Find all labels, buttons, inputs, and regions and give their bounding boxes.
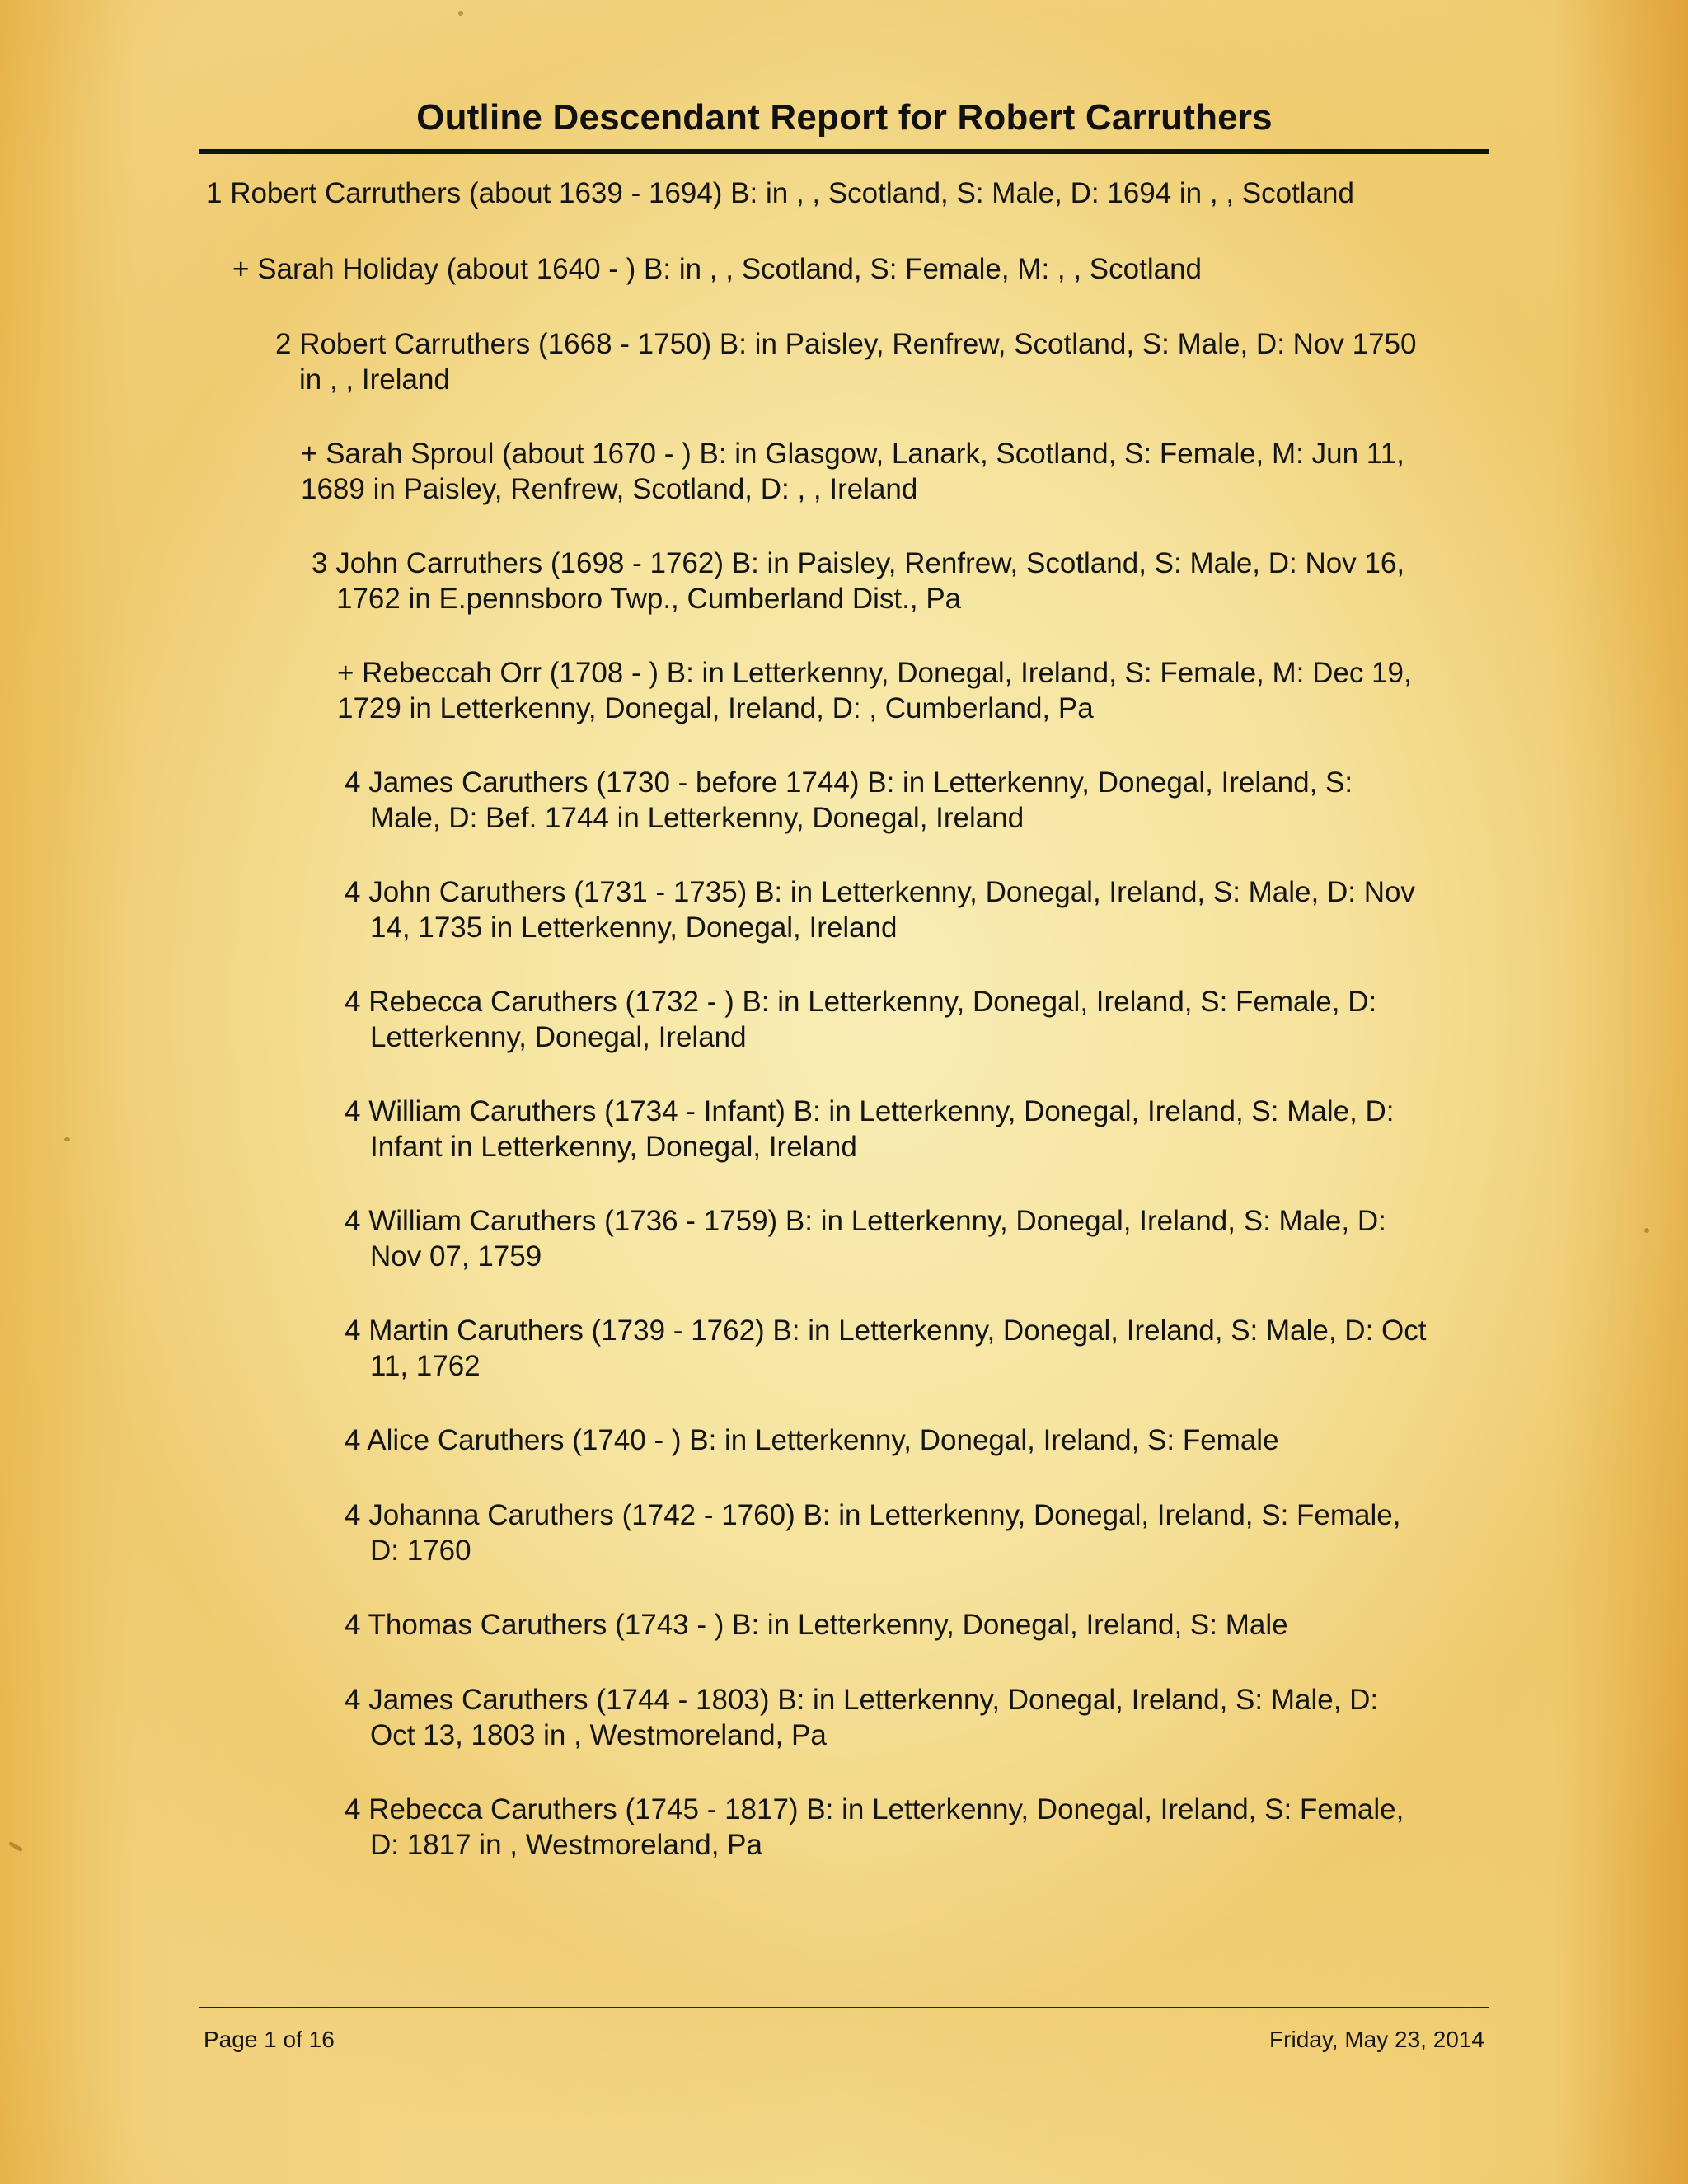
descendant-entry — [345, 1607, 1288, 1643]
entry-line-continued: Nov 07, 1759 — [370, 1240, 542, 1272]
entry-line: 4 John Caruthers (1731 - 1735) B: in Letterkenny, Donegal, Ireland, S: Male, D: Nov — [345, 876, 1415, 908]
title-divider — [199, 149, 1489, 154]
entry-line-continued: D: 1817 in , Westmoreland, Pa — [370, 1829, 762, 1861]
entry-line: 4 William Caruthers (1734 - Infant) B: in Letterkenny, Donegal, Ireland, S: Male, D: — [345, 1095, 1395, 1127]
descendant-entry — [345, 1313, 1426, 1384]
entry-line: 4 Alice Caruthers (1740 - ) B: in Letterkenny, Donegal, Ireland, S: Female — [345, 1424, 1279, 1456]
entry-line: + Rebeccah Orr (1708 - ) B: in Letterkenny, Donegal, Ireland, S: Female, M: Dec 19, — [337, 657, 1412, 689]
entry-line: 4 Martin Caruthers (1739 - 1762) B: in Letterkenny, Donegal, Ireland, S: Male, D: Oct — [345, 1315, 1427, 1347]
entry-line: + Sarah Holiday (about 1640 - ) B: in , , Scotland, S: Female, M: , , Scotland — [232, 253, 1203, 285]
paper-speck — [1644, 1228, 1649, 1233]
descendant-entry — [345, 1682, 1378, 1753]
entry-line: 4 William Caruthers (1736 - 1759) B: in Letterkenny, Donegal, Ireland, S: Male, D: — [345, 1205, 1386, 1237]
entry-line-continued: 1729 in Letterkenny, Donegal, Ireland, D: , Cumberland, Pa — [337, 692, 1094, 724]
entry-line-continued: 11, 1762 — [370, 1350, 481, 1382]
descendant-entry — [345, 1203, 1386, 1274]
entry-line: 4 Thomas Caruthers (1743 - ) B: in Letterkenny, Donegal, Ireland, S: Male — [345, 1609, 1288, 1641]
descendant-entry — [345, 1792, 1404, 1863]
entry-line: + Sarah Sproul (about 1670 - ) B: in Glasgow, Lanark, Scotland, S: Female, M: Jun 11, — [301, 438, 1404, 470]
descendant-entry — [345, 874, 1415, 945]
descendant-entry — [312, 546, 1404, 616]
footer-divider — [199, 2007, 1489, 2008]
entry-line: 2 Robert Carruthers (1668 - 1750) B: in Paisley, Renfrew, Scotland, S: Male, D: Nov 1750 — [275, 328, 1417, 360]
page-number: Page 1 of 16 — [204, 2027, 335, 2052]
descendant-entry — [345, 765, 1353, 836]
entry-line: 4 Johanna Caruthers (1742 - 1760) B: in Letterkenny, Donegal, Ireland, S: Female, — [345, 1499, 1401, 1531]
entry-line-continued: 14, 1735 in Letterkenny, Donegal, Ireland — [370, 912, 898, 944]
spouse-entry — [301, 436, 1404, 507]
descendant-entry — [345, 1497, 1400, 1568]
entry-line-continued: 1689 in Paisley, Renfrew, Scotland, D: , , Ireland — [301, 473, 918, 505]
entry-line: 4 James Caruthers (1730 - before 1744) B: in Letterkenny, Donegal, Ireland, S: — [345, 766, 1353, 799]
entry-line-continued: Letterkenny, Donegal, Ireland — [370, 1021, 747, 1053]
entry-line: 4 Rebecca Caruthers (1732 - ) B: in Letterkenny, Donegal, Ireland, S: Female, D: — [345, 986, 1377, 1018]
paper-speck — [8, 1841, 23, 1852]
entry-line: 4 Rebecca Caruthers (1745 - 1817) B: in Letterkenny, Donegal, Ireland, S: Female, — [345, 1793, 1404, 1825]
spouse-entry — [337, 655, 1412, 726]
descendant-entry — [345, 984, 1376, 1055]
descendant-entry — [345, 1422, 1279, 1458]
report-date: Friday, May 23, 2014 — [1269, 2027, 1484, 2052]
entry-line: 1 Robert Carruthers (about 1639 - 1694) B: in , , Scotland, S: Male, D: 1694 in , , Scotland — [206, 177, 1354, 209]
report-title: Outline Descendant Report for Robert Carruthers — [416, 97, 1273, 138]
entry-line-continued: 1762 in E.pennsboro Twp., Cumberland Dist., Pa — [336, 583, 962, 615]
entry-line-continued: Male, D: Bef. 1744 in Letterkenny, Donegal, Ireland — [370, 802, 1025, 834]
paper-speck — [458, 11, 463, 16]
entry-line-continued: in , , Ireland — [299, 363, 450, 396]
paper-speck — [64, 1137, 70, 1141]
entry-line: 3 John Carruthers (1698 - 1762) B: in Paisley, Renfrew, Scotland, S: Male, D: Nov 16, — [312, 547, 1405, 579]
descendant-entry — [275, 326, 1416, 397]
entry-line-continued: Infant in Letterkenny, Donegal, Ireland — [370, 1131, 857, 1163]
entry-line: 4 James Caruthers (1744 - 1803) B: in Letterkenny, Donegal, Ireland, S: Male, D: — [345, 1684, 1379, 1716]
spouse-entry — [232, 251, 1202, 287]
descendant-entry — [206, 176, 1354, 211]
descendant-entry — [345, 1094, 1395, 1165]
entry-line-continued: D: 1760 — [370, 1535, 471, 1567]
entry-line-continued: Oct 13, 1803 in , Westmoreland, Pa — [370, 1719, 827, 1751]
